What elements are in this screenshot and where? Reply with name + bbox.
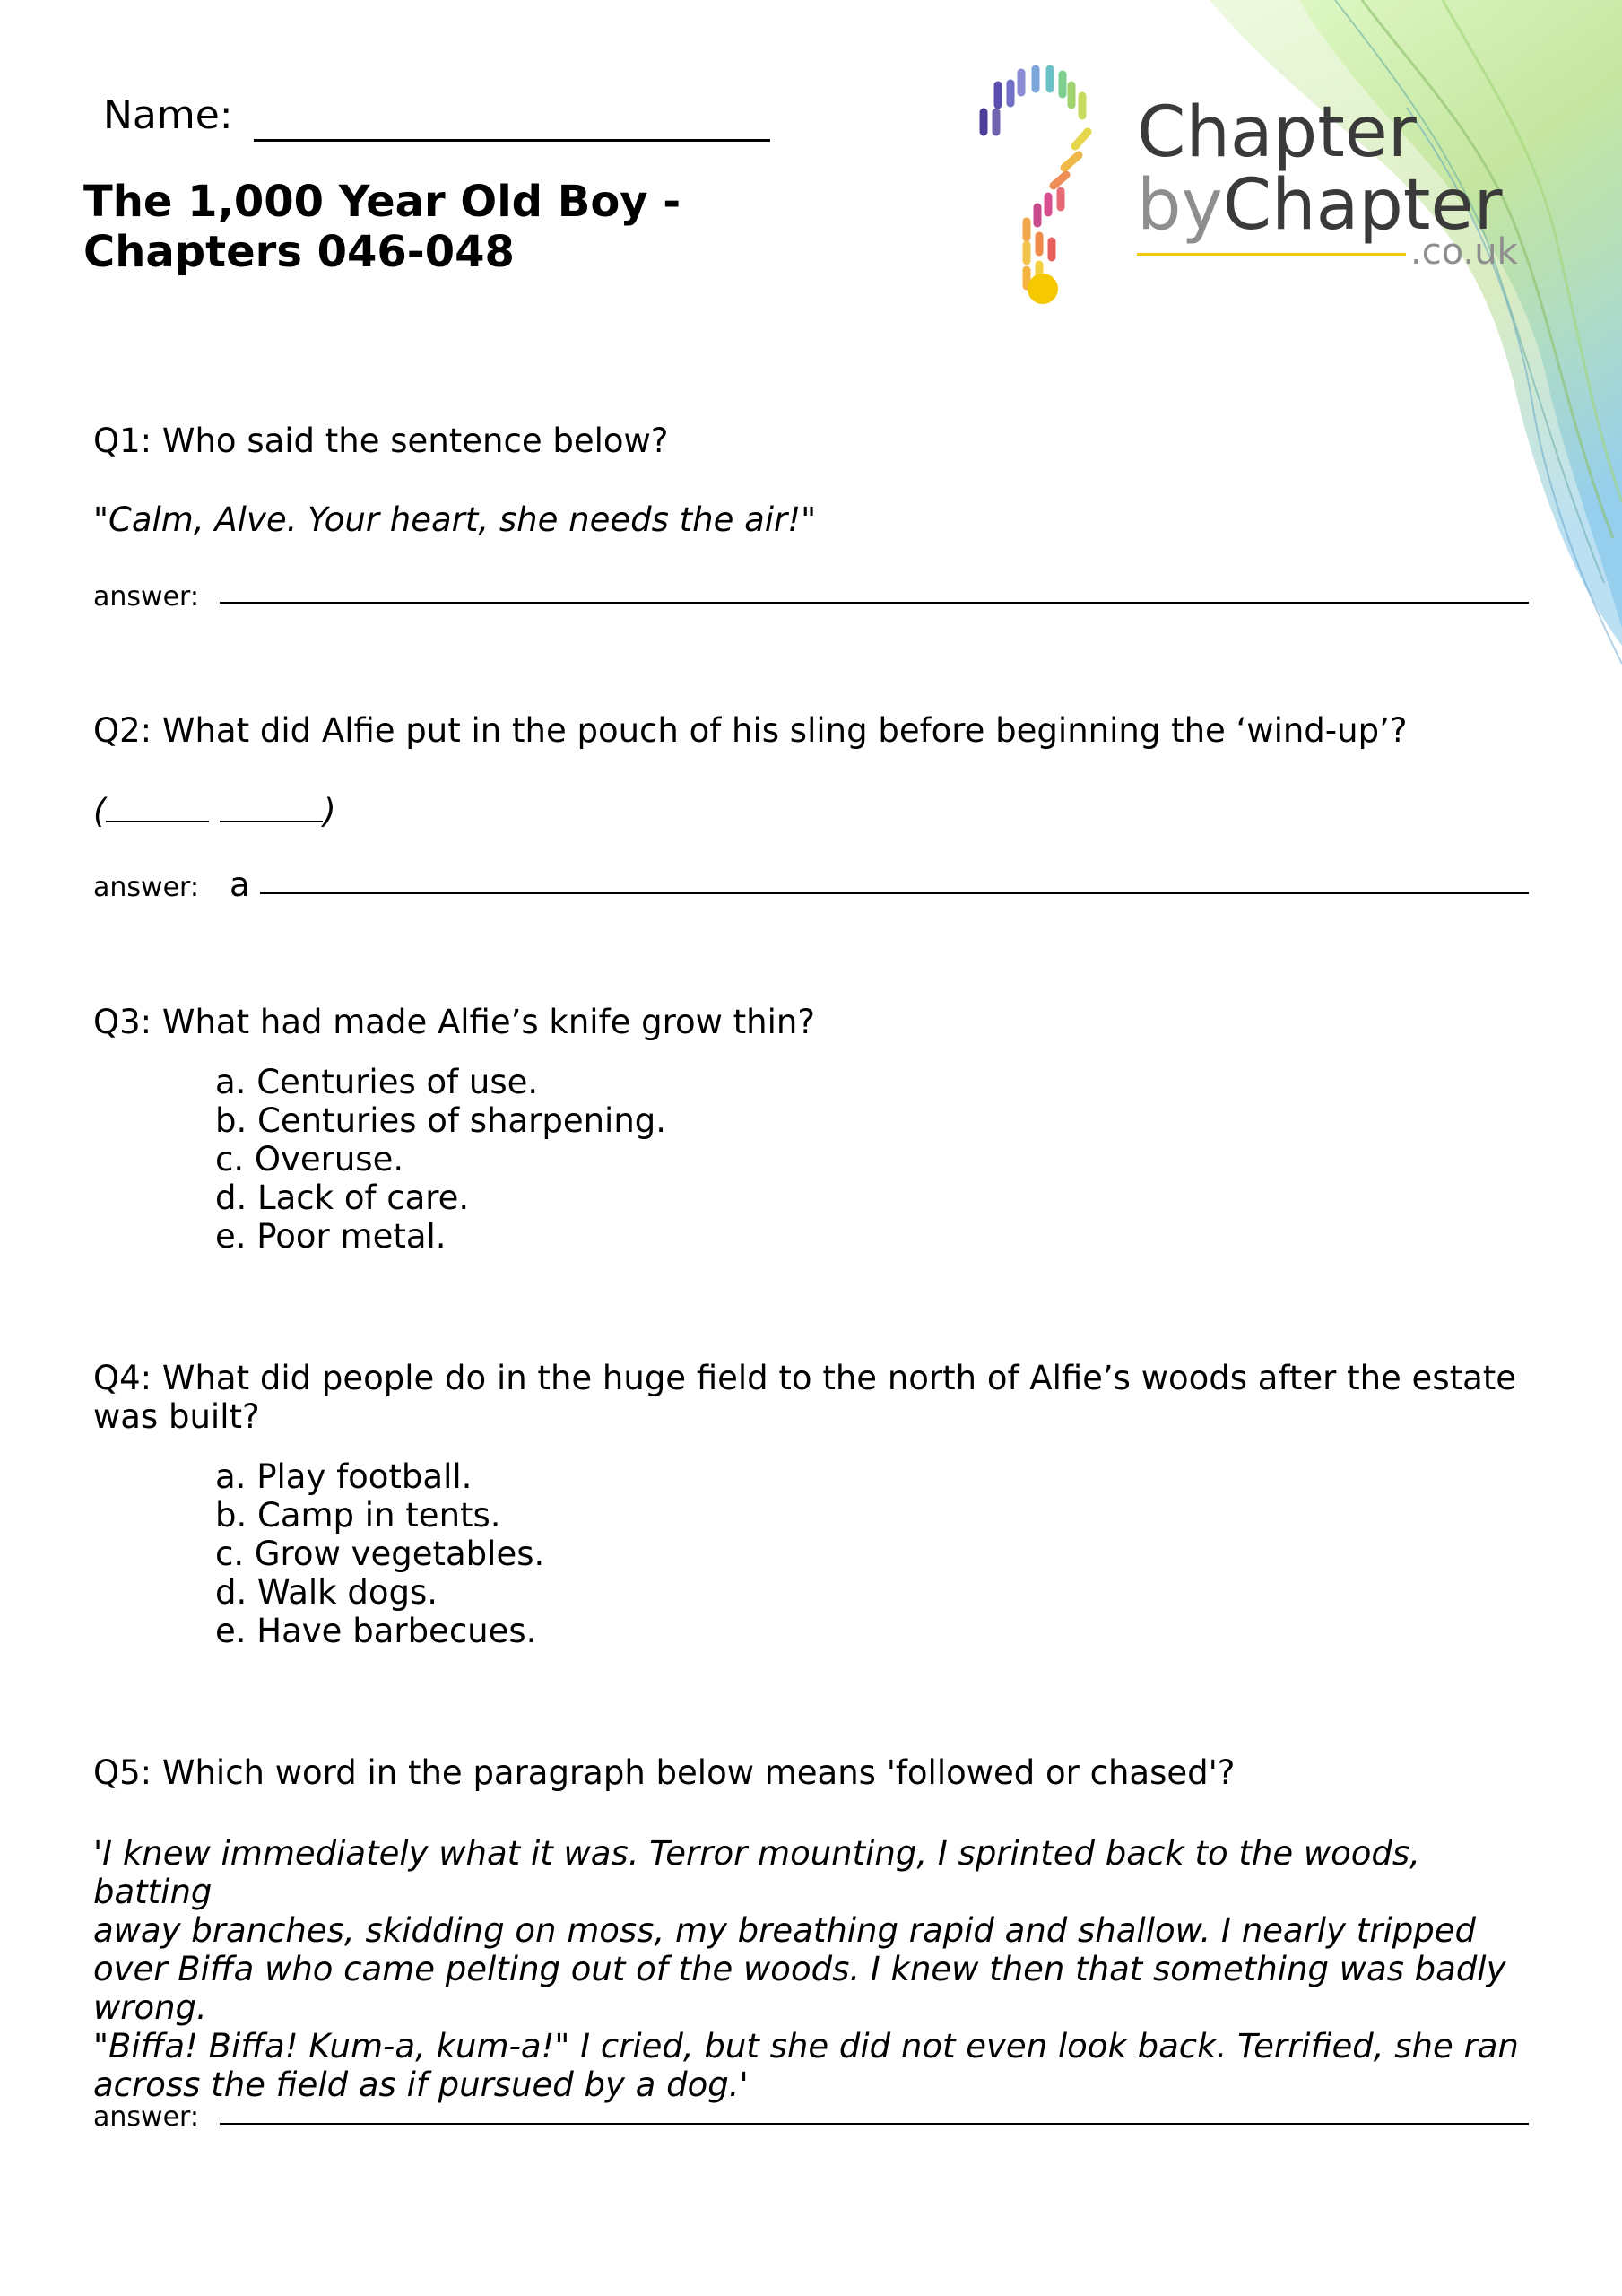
logo-word-by-chapter bbox=[1137, 165, 1503, 246]
logo-domain-suffix: .co.uk bbox=[1410, 231, 1518, 273]
logo-word-chapter-2: Chapter bbox=[1222, 165, 1503, 246]
logo-word-chapter: Chapter bbox=[1137, 92, 1417, 173]
q2-hint bbox=[93, 792, 336, 831]
q2-answer-label: answer: bbox=[93, 872, 199, 903]
q4-options bbox=[215, 1457, 544, 1650]
q1-quote: "Calm, Alve. Your heart, she needs the air!" bbox=[93, 500, 817, 539]
q5-paragraph-line-2: away branches, skidding on moss, my breathing rapid and shallow. I nearly tripped bbox=[93, 1911, 1476, 1950]
q1-answer-label: answer: bbox=[93, 581, 199, 613]
q3-option-e[interactable]: e. Poor metal. bbox=[215, 1217, 447, 1256]
q2-hint-close: ) bbox=[323, 792, 336, 831]
q1-answer-line[interactable] bbox=[220, 602, 1529, 604]
q3-prompt: Q3: What had made Alfie’s knife grow thin? bbox=[93, 1003, 816, 1041]
name-field-line[interactable] bbox=[254, 139, 770, 142]
q5-paragraph-line-1: 'I knew immediately what it was. Terror mounting, I sprinted back to the woods, batting bbox=[93, 1834, 1420, 1911]
q5-answer-line[interactable] bbox=[220, 2123, 1529, 2125]
q4-option-d[interactable]: d. Walk dogs. bbox=[215, 1573, 438, 1612]
q1-prompt: Q1: Who said the sentence below? bbox=[93, 422, 669, 460]
logo-word-by: by bbox=[1137, 165, 1223, 246]
q3-option-b[interactable]: b. Centuries of sharpening. bbox=[215, 1101, 667, 1140]
q5-paragraph-line-4: wrong. bbox=[93, 1988, 207, 2027]
q4-prompt-line-1: Q4: What did people do in the huge field to the north of Alfie’s woods after the estate bbox=[93, 1359, 1517, 1397]
book-question-mark-icon bbox=[964, 49, 1143, 318]
title-line-2: Chapters 046-048 bbox=[83, 227, 515, 277]
q2-hint-blank-1 bbox=[106, 794, 209, 822]
q3-option-c[interactable]: c. Overuse. bbox=[215, 1140, 404, 1178]
q2-hint-open: ( bbox=[93, 792, 107, 831]
worksheet-title bbox=[83, 177, 681, 277]
q3-options bbox=[215, 1063, 666, 1256]
q2-hint-blank-2 bbox=[220, 794, 323, 822]
name-label: Name: bbox=[103, 92, 233, 138]
title-line-1: The 1,000 Year Old Boy - bbox=[83, 177, 681, 227]
q5-paragraph-line-6: across the field as if pursued by a dog.' bbox=[93, 2066, 749, 2104]
q5-paragraph-line-3: over Biffa who came pelting out of the woods. I knew then that something was badly bbox=[93, 1950, 1506, 1988]
chapter-by-chapter-logo bbox=[964, 49, 1538, 318]
q5-prompt: Q5: Which word in the paragraph below means 'followed or chased'? bbox=[93, 1753, 1236, 1792]
q4-prompt-line-2: was built? bbox=[93, 1397, 260, 1436]
q4-option-a[interactable]: a. Play football. bbox=[215, 1457, 473, 1496]
q4-option-e[interactable]: e. Have barbecues. bbox=[215, 1612, 537, 1650]
q5-answer-label: answer: bbox=[93, 2101, 199, 2133]
q4-option-c[interactable]: c. Grow vegetables. bbox=[215, 1535, 545, 1573]
q3-option-d[interactable]: d. Lack of care. bbox=[215, 1178, 470, 1217]
q5-paragraph bbox=[93, 1834, 1546, 2104]
q2-prompt: Q2: What did Alfie put in the pouch of his sling before beginning the ‘wind-up’? bbox=[93, 711, 1408, 750]
q4-prompt bbox=[93, 1359, 1516, 1436]
q5-paragraph-line-5: "Biffa! Biffa! Kum-a, kum-a!" I cried, but she did not even look back. Terrified, she ran bbox=[93, 2027, 1519, 2066]
logo-underline bbox=[1137, 253, 1406, 256]
q2-answer-prefix: a bbox=[230, 865, 250, 904]
q2-answer-line[interactable] bbox=[260, 892, 1529, 894]
q3-option-a[interactable]: a. Centuries of use. bbox=[215, 1063, 539, 1101]
q4-option-b[interactable]: b. Camp in tents. bbox=[215, 1496, 501, 1535]
